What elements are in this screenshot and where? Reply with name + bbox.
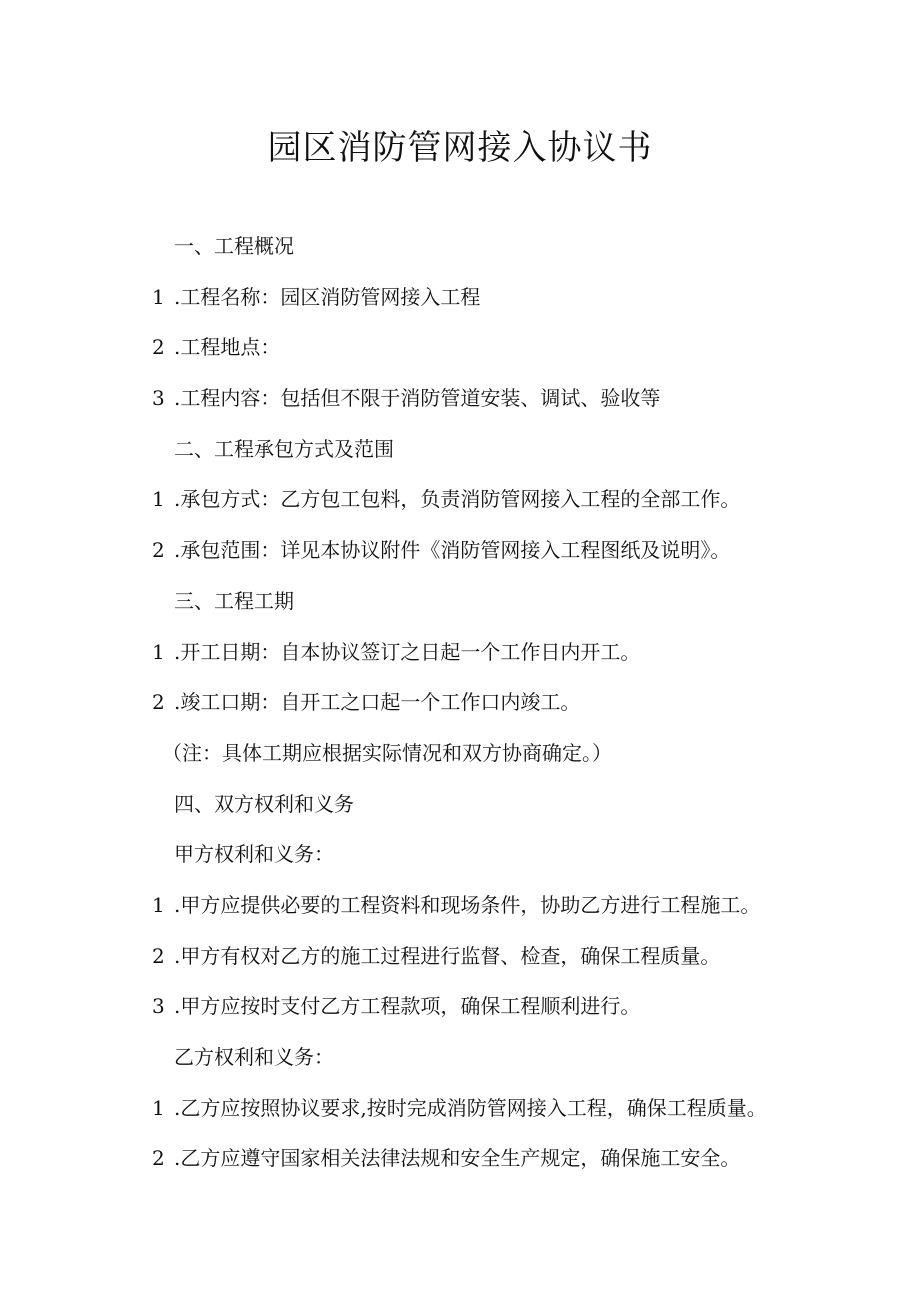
line-text: （注：具体工期应根据实际情况和双方协商确定。） xyxy=(162,740,612,765)
line-number: 3 xyxy=(152,386,165,411)
line-number: 1 xyxy=(152,892,165,917)
clause-project-location xyxy=(152,329,842,366)
line-text: .甲方应提供必要的工程资料和现场条件，协助乙方进行工程施工。 xyxy=(174,892,761,917)
line-text: 一、工程概况 xyxy=(174,234,294,258)
line-text: .竣工口期：自开工之口起一个工作口内竣工。 xyxy=(174,690,581,715)
line-text: 乙方权利和义务： xyxy=(174,1045,334,1069)
line-number: 1 xyxy=(152,487,165,512)
section-heading-overview xyxy=(152,228,842,265)
document-title: 园区消防管网接入协议书 xyxy=(267,128,653,168)
line-number: 2 xyxy=(152,943,165,968)
line-text: 三、工程工期 xyxy=(174,588,294,613)
line-text: .开工日期：自本协议签订之日起一个工作日内开工。 xyxy=(174,639,641,664)
clause-contract-scope xyxy=(152,532,842,569)
line-text: .承包方式：乙方包工包料，负责消防管网接入工程的全部工作。 xyxy=(174,487,741,512)
line-number: 2 xyxy=(152,1146,165,1171)
clause-project-name xyxy=(152,279,842,316)
party-b-heading xyxy=(152,1039,842,1076)
party-a-clause-3 xyxy=(152,988,842,1025)
line-text: 二、工程承包方式及范围 xyxy=(174,436,394,461)
document-body xyxy=(152,228,842,1191)
line-text: .甲方有权对乙方的施工过程进行监督、检查，确保工程质量。 xyxy=(174,943,721,968)
line-text: 四、双方权利和义务 xyxy=(174,791,354,816)
schedule-note xyxy=(152,735,842,772)
line-number: 3 xyxy=(152,994,165,1019)
section-heading-rights xyxy=(152,786,842,823)
line-number: 2 xyxy=(152,335,165,360)
clause-project-content xyxy=(152,380,842,417)
line-number: 2 xyxy=(152,690,165,715)
clause-completion-date xyxy=(152,684,842,721)
clause-contract-method xyxy=(152,481,842,518)
party-a-heading xyxy=(152,836,842,873)
party-b-clause-2 xyxy=(152,1140,842,1177)
line-number: 1 xyxy=(152,1095,165,1120)
line-number: 1 xyxy=(152,639,165,664)
clause-start-date xyxy=(152,634,842,671)
line-number: 1 xyxy=(152,284,165,309)
line-text: .乙方应按照协议要求,按时完成消防管网接入工程，确保工程质量。 xyxy=(174,1095,767,1120)
line-text: .工程地点： xyxy=(174,335,281,360)
party-a-clause-1 xyxy=(152,887,842,924)
line-text: .甲方应按时支付乙方工程款项，确保工程顺利进行。 xyxy=(174,994,641,1019)
line-number: 2 xyxy=(152,538,165,563)
line-text: 甲方权利和义务： xyxy=(174,842,334,867)
section-heading-contracting xyxy=(152,431,842,468)
line-text: .乙方应遵守国家相关法律法规和安全生产规定，确保施工安全。 xyxy=(174,1146,741,1171)
party-b-clause-1 xyxy=(152,1090,842,1127)
line-text: .工程名称：园区消防管网接入工程 xyxy=(174,284,481,309)
line-text: .承包范围：详见本协议附件《消防管网接入工程图纸及说明》。 xyxy=(174,538,731,563)
line-text: .工程内容：包括但不限于消防管道安装、调试、验收等 xyxy=(174,386,661,411)
section-heading-schedule xyxy=(152,583,842,620)
party-a-clause-2 xyxy=(152,938,842,975)
